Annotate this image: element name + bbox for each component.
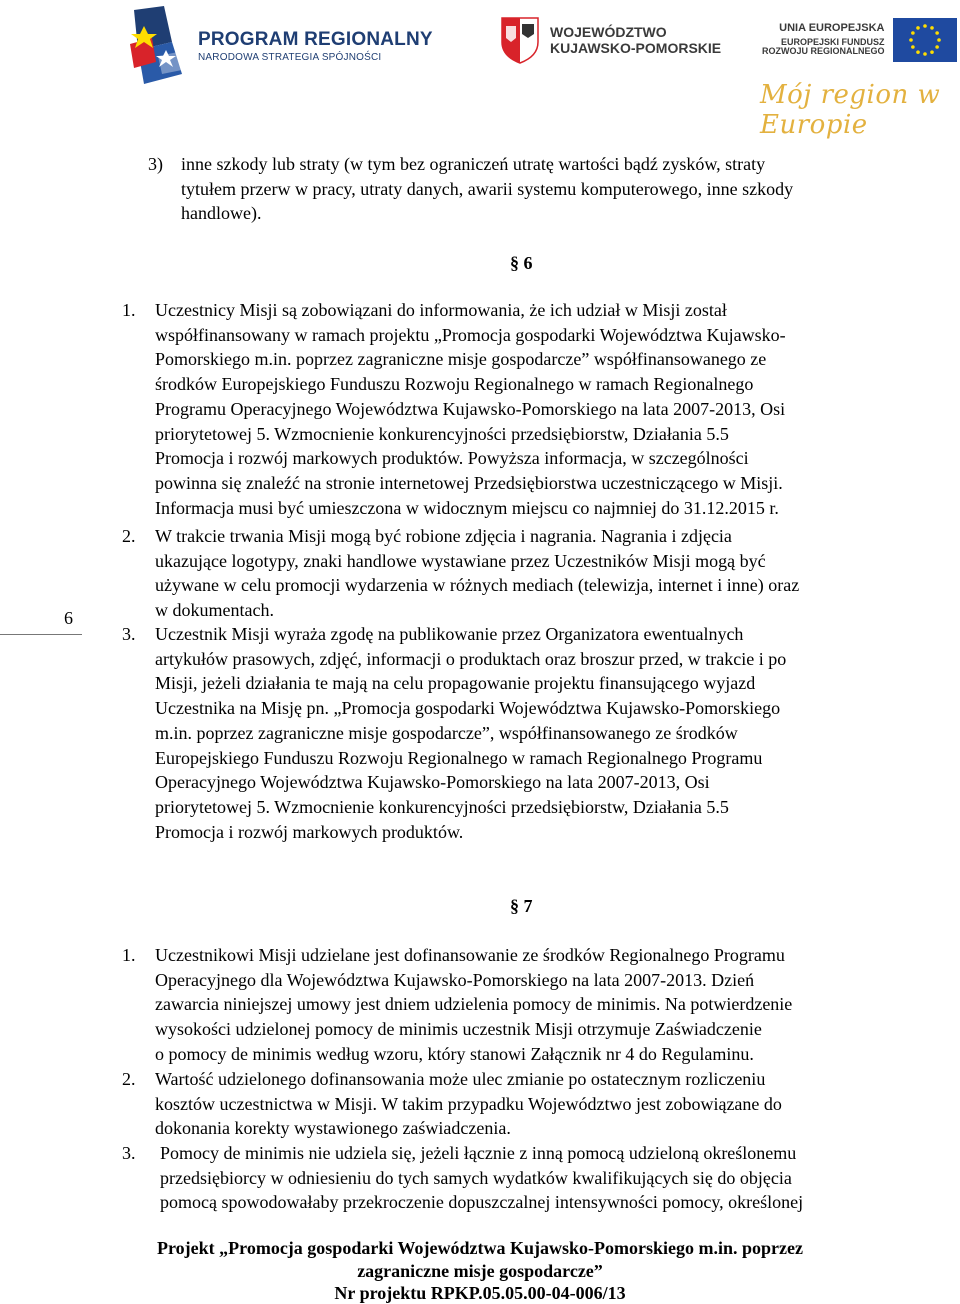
text-line: używane w celu promocji wydarzenia w różnych mediach (telewizja, internet i inne) oraz [155,575,800,596]
text-line: środków Europejskiego Funduszu Rozwoju Regionalnego w ramach Regionalnego [155,374,754,395]
text-line: Promocja i rozwój markowych produktów. Powyższa informacja, w szczególności [155,448,749,469]
text-line: współfinansowany w ramach projektu „Promocja gospodarki Województwa Kujawsko- [155,324,786,345]
text-line: artykułów prasowych, zdjęć, informacji o produktach oraz broszur przed, w trakcie i po [155,648,787,669]
program-regionalny-subtitle: NARODOWA STRATEGIA SPÓJNOŚCI [198,51,382,63]
text-line: kosztów uczestnictwa w Misji. W takim przypadku Województwo jest zobowiązane do [155,1093,782,1114]
list-item [155,1067,928,1141]
section-heading-6: § 6 [510,253,533,273]
item-number: 3. [122,1143,136,1163]
item-number: 2. [122,526,136,546]
unia-line1: UNIA EUROPEJSKA [779,22,885,35]
text-line: Operacyjnego dla Województwa Kujawsko-Pomorskiego na lata 2007-2013. Dzień [155,969,755,990]
text-line: inne szkody lub straty (w tym bez ograniczeń utratę wartości bądź zysków, straty [181,154,766,174]
item-number: 1. [122,945,136,965]
text-line: dokonania korekty wystawionego zaświadczenia. [155,1118,511,1139]
text-line: Uczestnik Misji wyraża zgodę na publikowanie przez Organizatora ewentualnych [155,624,744,644]
program-regionalny-title: PROGRAM REGIONALNY [198,28,433,50]
list-item [155,943,928,1067]
text-line: tytułem przerw w pracy, utraty danych, awarii systemu komputerowego, inne szkody [181,178,794,199]
list-item [155,622,928,844]
item-number: 2. [122,1069,136,1089]
text-line: Uczestnikowi Misji udzielane jest dofinansowanie ze środków Regionalnego Programu [155,945,785,965]
list-item [160,1141,928,1215]
footer-project-title: Projekt „Promocja gospodarki Województwa Kujawsko-Pomorskiego m.in. poprzez [157,1238,803,1258]
wojewodztwo-line2: KUJAWSKO-POMORSKIE [550,40,722,56]
text-line: Uczestnicy Misji są zobowiązani do informowania, że ich udział w Misji został [155,300,727,320]
text-line: Misji, jeżeli działania te mają na celu propagowanie projektu finansującego wyjazd [155,673,756,694]
text-line: Promocja i rozwój markowych produktów. [155,821,464,842]
text-line: pomocą spowodowałaby przekroczenie dopuszczalnej intensywności pomocy, określonej [160,1192,804,1213]
text-line: W trakcie trwania Misji mogą być robione zdjęcia i nagrania. Nagrania i zdjęcia [155,526,732,546]
footer-project-subtitle: zagraniczne misje gospodarcze” [357,1261,603,1281]
wojewodztwo-line1: WOJEWÓDZTWO [550,23,667,40]
text-line: priorytetowej 5. Wzmocnienie konkurencyjności przedsiębiorstw, Działania 5.5 [155,423,729,444]
footer-project-number: Nr projektu RPKP.05.05.00-04-006/13 [334,1283,626,1303]
text-line: wysokości udzielonej pomocy de minimis uczestnik Misji otrzymuje Zaświadczenie [155,1019,762,1040]
text-line: powinna się znaleźć na stronie internetowej Przedsiębiorstwa uczestniczącego w Misji. [155,472,783,493]
list-item [181,152,928,226]
text-line: Uczestnika na Misję pn. „Promocja gospodarki Województwa Kujawsko-Pomorskiego [155,698,781,719]
unia-line2: EUROPEJSKI FUNDUSZ [781,36,885,47]
margin-page-number: 6 [64,608,73,628]
text-line: Pomorskiego m.in. poprzez zagraniczne misje gospodarcze” współfinansowanego ze [155,349,767,370]
slogan: Mój region w Europie [760,80,941,140]
text-line: ukazujące logotypy, znaki handlowe wystawiane przez Uczestników Misji mogą być [155,550,766,571]
text-line: Operacyjnego Województwa Kujawsko-Pomorskiego na lata 2007-2013, Osi [155,772,710,793]
section-heading-7: § 7 [510,896,533,916]
item-number: 1. [122,300,136,320]
text-line: o pomocy de minimis według wzoru, który stanowi Załącznik nr 4 do Regulaminu. [155,1043,754,1064]
text-line: m.in. poprzez zagraniczne misje gospodarcze”, współfinansowanego ze środków [155,722,738,743]
text-line: w dokumentach. [155,600,274,621]
item-number: 3. [122,624,136,644]
text-line: Programu Operacyjnego Województwa Kujawsko-Pomorskiego na lata 2007-2013, Osi [155,398,786,419]
unia-line3: ROZWOJU REGIONALNEGO [762,46,885,57]
text-line: Informacja musi być umieszczona w widocznym miejscu co najmniej do 31.12.2015 r. [155,497,779,518]
text-line: handlowe). [181,203,262,224]
list-item [155,524,928,623]
text-line: przedsiębiorcy w odniesieniu do tych samych wydatków kwalifikujących się do objęcia [160,1167,792,1188]
text-line: zawarcia niniejszej umowy jest dniem udzielenia pomocy de minimis. Na potwierdzenie [155,994,793,1015]
text-line: Europejskiego Funduszu Rozwoju Regionalnego w ramach Regionalnego Programu [155,747,763,768]
text-line: Pomocy de minimis nie udziela się, jeżeli łącznie z inną pomocą udzieloną określonemu [160,1143,797,1163]
text-line: Wartość udzielonego dofinansowania może ulec zmianie po ostatecznym rozliczeniu [155,1069,766,1089]
text-line: priorytetowej 5. Wzmocnienie konkurencyjności przedsiębiorstw, Działania 5.5 [155,796,729,817]
list-item [155,298,928,520]
item-number: 3) [148,154,163,174]
